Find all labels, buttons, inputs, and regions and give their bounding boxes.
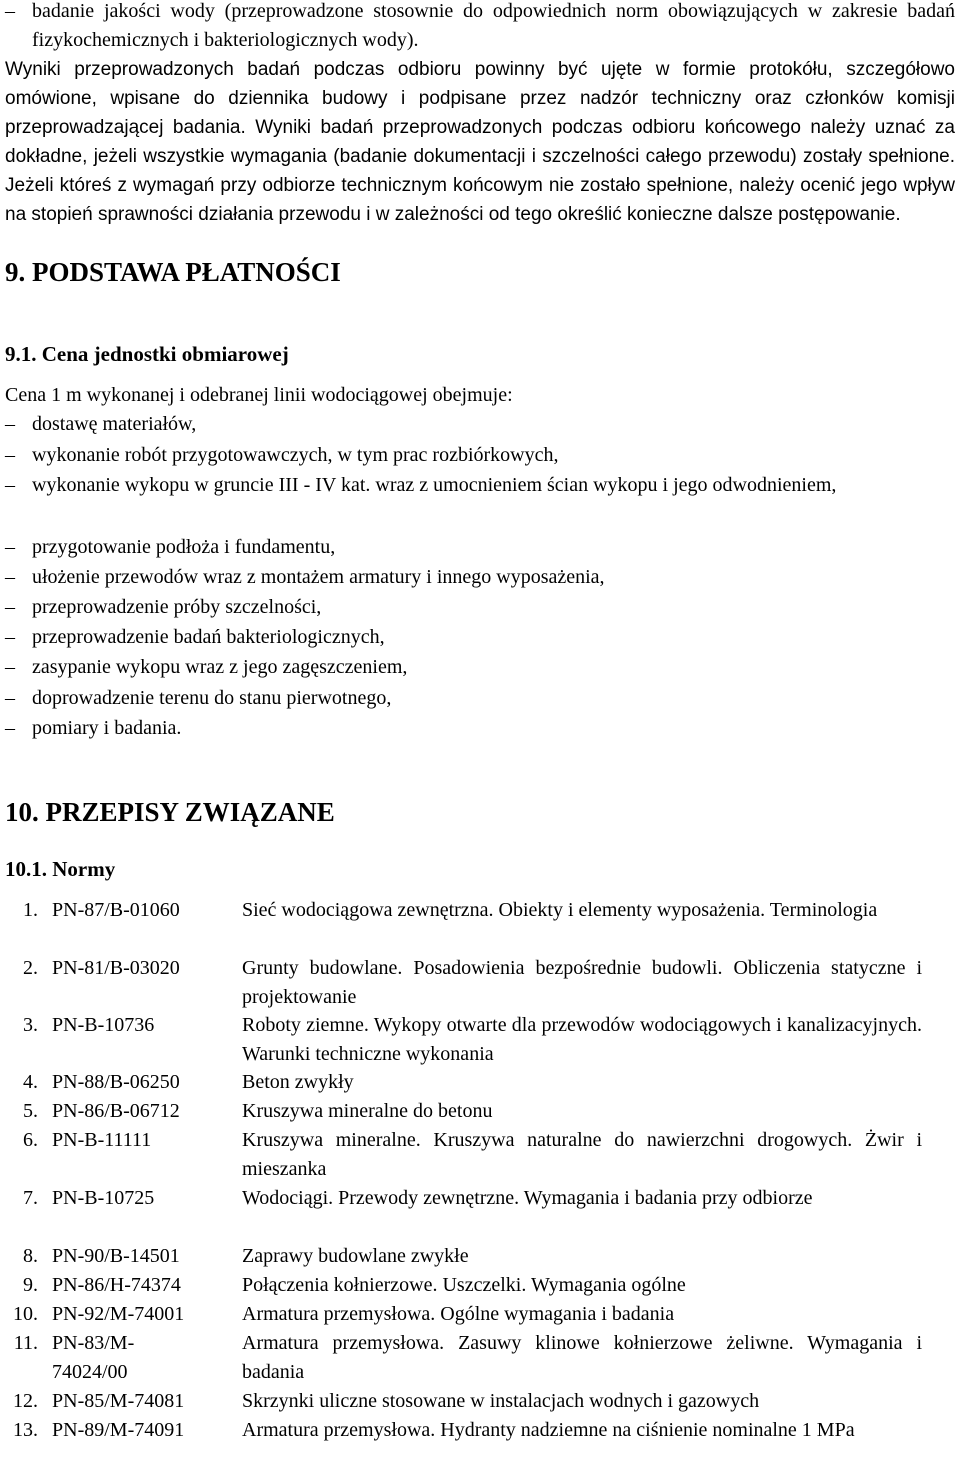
list-item-text: dostawę materiałów, xyxy=(32,413,197,435)
norm-description: Zaprawy budowlane zwykłe xyxy=(242,1245,469,1267)
list-item xyxy=(5,653,955,682)
list-item xyxy=(5,441,955,470)
list-item xyxy=(5,593,955,622)
norm-code: PN-87/B-01060 xyxy=(52,899,180,921)
norm-number: 1. xyxy=(23,899,38,921)
dash-marker: – xyxy=(5,626,15,648)
norm-code: PN-B-10736 xyxy=(52,1014,155,1036)
norm-number: 2. xyxy=(23,957,38,979)
norm-code: PN-B-10725 xyxy=(52,1187,155,1209)
norm-code: PN-92/M-74001 xyxy=(52,1303,185,1325)
dash-marker: – xyxy=(5,656,15,678)
price-intro: Cena 1 m wykonanej i odebranej linii wodociągowej obejmuje: xyxy=(5,384,513,406)
dash-marker: – xyxy=(5,444,15,466)
norm-description: Kruszywa mineralne do betonu xyxy=(242,1100,493,1122)
norm-description: Armatura przemysłowa. Zasuwy klinowe kołnierzowe żeliwne. Wymagania i badania xyxy=(242,1332,922,1383)
dash-marker: – xyxy=(5,413,15,435)
dash-marker: – xyxy=(5,0,15,22)
norm-code: PN-B-11111 xyxy=(52,1129,152,1151)
list-item xyxy=(5,410,955,439)
section-10-1-heading: 10.1. Normy xyxy=(5,857,116,881)
dash-marker: – xyxy=(5,717,15,739)
norm-number: 12. xyxy=(13,1390,38,1412)
list-item-text: przeprowadzenie próby szczelności, xyxy=(32,596,322,618)
results-paragraph: Wyniki przeprowadzonych badań podczas odbioru powinny być ujęte w formie protokółu, szczegółowo omówione, wpisane do dziennika budowy i podpisane przez nadzór techniczny oraz członków komisji przeprowadzającej badania. Wyniki badań przeprowadzonych podczas odbioru końcowego należy uznać za dokładne, jeżeli wszystkie wymagania (badanie dokumentacji i szczelności całego przewodu) zostały spełnione. Jeżeli któreś z wymagań przy odbiorze technicznym końcowym nie zostało spełnione, należy ocenić jego wpływ na stopień sprawności działania przewodu i w zależności od tego określić konieczne dalsze postępowanie. xyxy=(5,59,955,225)
norm-code: PN-88/B-06250 xyxy=(52,1071,180,1093)
dash-marker: – xyxy=(5,474,15,496)
norm-code: PN-81/B-03020 xyxy=(52,957,180,979)
list-item xyxy=(5,471,955,500)
norm-number: 8. xyxy=(23,1245,38,1267)
norm-description: Wodociągi. Przewody zewnętrzne. Wymagania i badania przy odbiorze xyxy=(242,1187,813,1209)
list-item-text: wykonanie wykopu w gruncie III - IV kat. wraz z umocnieniem ścian wykopu i jego odwodnieniem, xyxy=(32,474,837,496)
norm-code: PN-89/M-74091 xyxy=(52,1419,185,1441)
norm-number: 4. xyxy=(23,1071,38,1093)
list-item xyxy=(5,714,955,743)
list-item-text: pomiary i badania. xyxy=(32,717,182,739)
list-item xyxy=(5,563,955,592)
norm-code: PN-86/H-74374 xyxy=(52,1274,181,1296)
list-item xyxy=(5,623,955,652)
norm-number: 11. xyxy=(13,1332,38,1354)
norm-description: Armatura przemysłowa. Ogólne wymagania i badania xyxy=(242,1303,675,1325)
list-item xyxy=(5,533,955,562)
norm-number: 3. xyxy=(23,1014,38,1036)
norm-number: 13. xyxy=(13,1419,38,1441)
norm-description: Beton zwykły xyxy=(242,1071,354,1093)
norm-description: Grunty budowlane. Posadowienia bezpośrednie budowli. Obliczenia statyczne i projektowanie xyxy=(242,957,922,1008)
dash-marker: – xyxy=(5,536,15,558)
norm-code: PN-83/M-74024/00 xyxy=(52,1332,135,1383)
section-9-1-heading: 9.1. Cena jednostki obmiarowej xyxy=(5,342,289,366)
norm-number: 6. xyxy=(23,1129,38,1151)
dash-marker: – xyxy=(5,687,15,709)
list-item-text: wykonanie robót przygotowawczych, w tym prac rozbiórkowych, xyxy=(32,444,559,466)
norm-description: Sieć wodociągowa zewnętrzna. Obiekty i elementy wyposażenia. Terminologia xyxy=(242,899,878,921)
section-10-heading: 10. PRZEPISY ZWIĄZANE xyxy=(5,797,335,827)
norm-description: Roboty ziemne. Wykopy otwarte dla przewodów wodociągowych i kanalizacyjnych. Warunki techniczne wykonania xyxy=(242,1014,922,1065)
norm-description: Kruszywa mineralne. Kruszywa naturalne do nawierzchni drogowych. Żwir i mieszanka xyxy=(242,1129,922,1180)
norm-number: 9. xyxy=(23,1274,38,1296)
bullet-text: badanie jakości wody (przeprowadzone stosownie do odpowiednich norm obowiązujących w zakresie badań fizykochemicznych i bakteriologicznych wody). xyxy=(32,0,955,51)
list-item-text: doprowadzenie terenu do stanu pierwotnego, xyxy=(32,687,392,709)
list-item-text: przygotowanie podłoża i fundamentu, xyxy=(32,536,336,558)
list-item-text: zasypanie wykopu wraz z jego zagęszczeniem, xyxy=(32,656,408,678)
norm-description: Skrzynki uliczne stosowane w instalacjach wodnych i gazowych xyxy=(242,1390,760,1412)
dash-marker: – xyxy=(5,566,15,588)
norm-number: 7. xyxy=(23,1187,38,1209)
dash-marker: – xyxy=(5,596,15,618)
norm-code: PN-86/B-06712 xyxy=(52,1100,180,1122)
list-item xyxy=(5,684,955,713)
norm-description: Armatura przemysłowa. Hydranty nadziemne na ciśnienie nominalne 1 MPa xyxy=(242,1419,855,1441)
bullet-water-quality xyxy=(5,0,955,55)
norm-number: 10. xyxy=(13,1303,38,1325)
list-item-text: przeprowadzenie badań bakteriologicznych, xyxy=(32,626,385,648)
norm-code: PN-85/M-74081 xyxy=(52,1390,185,1412)
norm-description: Połączenia kołnierzowe. Uszczelki. Wymagania ogólne xyxy=(242,1274,686,1296)
section-9-heading: 9. PODSTAWA PŁATNOŚCI xyxy=(5,257,341,287)
norm-code: PN-90/B-14501 xyxy=(52,1245,180,1267)
norm-number: 5. xyxy=(23,1100,38,1122)
list-item-text: ułożenie przewodów wraz z montażem armatury i innego wyposażenia, xyxy=(32,566,605,588)
